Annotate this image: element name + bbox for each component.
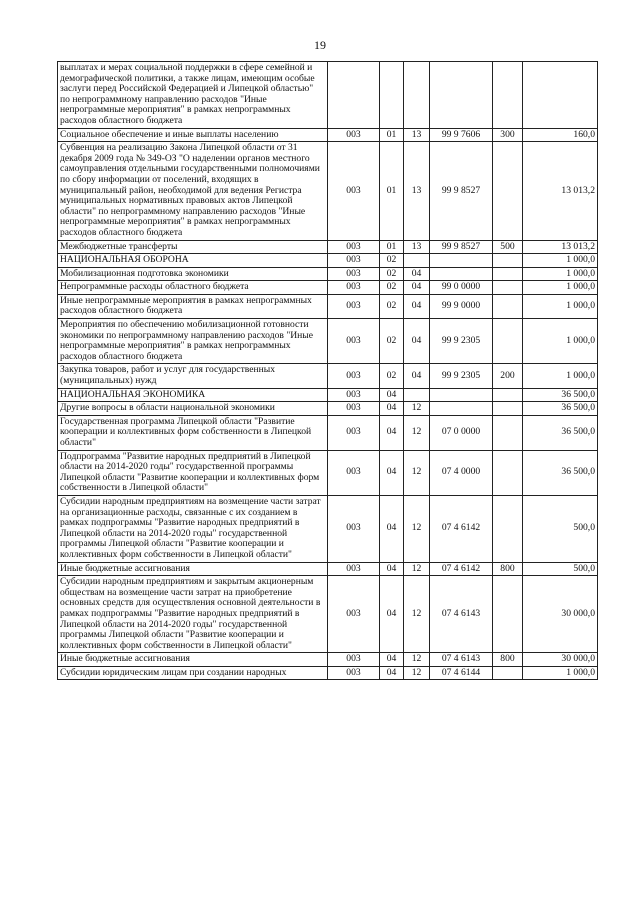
amount: 36 500,0 — [523, 415, 598, 450]
admin-code: 003 — [328, 319, 380, 364]
table-row — [58, 364, 598, 388]
amount: 160,0 — [523, 128, 598, 142]
expense-type-code — [493, 415, 523, 450]
admin-code: 003 — [328, 666, 380, 680]
item-name: Закупка товаров, работ и услуг для государственных (муниципальных) нужд — [58, 364, 328, 388]
expense-type-code — [493, 450, 523, 495]
table-row — [58, 294, 598, 318]
target-code — [430, 62, 493, 129]
target-code — [430, 402, 493, 416]
target-code: 07 4 6142 — [430, 495, 493, 562]
admin-code: 003 — [328, 364, 380, 388]
section-code: 02 — [380, 294, 404, 318]
table-row — [58, 415, 598, 450]
target-code: 07 4 6142 — [430, 562, 493, 576]
section-code: 04 — [380, 415, 404, 450]
amount: 1 000,0 — [523, 364, 598, 388]
expense-type-code — [493, 388, 523, 402]
admin-code: 003 — [328, 142, 380, 240]
subsection-code: 12 — [404, 562, 430, 576]
table-row — [58, 562, 598, 576]
expense-type-code — [493, 294, 523, 318]
section-code: 04 — [380, 562, 404, 576]
amount: 1 000,0 — [523, 666, 598, 680]
admin-code: 003 — [328, 576, 380, 653]
subsection-code — [404, 254, 430, 268]
amount: 1 000,0 — [523, 267, 598, 281]
admin-code: 003 — [328, 415, 380, 450]
subsection-code: 12 — [404, 576, 430, 653]
target-code: 99 9 2305 — [430, 364, 493, 388]
table-row — [58, 450, 598, 495]
item-name: Субсидии юридическим лицам при создании народных — [58, 666, 328, 680]
table-row — [58, 666, 598, 680]
amount: 1 000,0 — [523, 254, 598, 268]
section-code: 04 — [380, 666, 404, 680]
target-code: 99 9 0000 — [430, 294, 493, 318]
section-code: 04 — [380, 653, 404, 667]
item-name: Подпрограмма "Развитие народных предприятий в Липецкой области на 2014-2020 годы" государственной программы Липецкой области "Развитие кооперации и коллективных форм собственности в Липецкой области" — [58, 450, 328, 495]
amount: 36 500,0 — [523, 388, 598, 402]
item-name: Социальное обеспечение и иные выплаты населению — [58, 128, 328, 142]
subsection-code: 13 — [404, 128, 430, 142]
admin-code: 003 — [328, 267, 380, 281]
subsection-code: 12 — [404, 666, 430, 680]
item-name: Субвенция на реализацию Закона Липецкой области от 31 декабря 2009 года № 349-ОЗ "О наделении органов местного самоуправления отдельными государственными полномочиями по сбору информации от поселений, входящих в муниципальный район, необходимой для ведения Регистра муниципальных нормативных правовых актов Липецкой области" по непрограммному направлению расходов "Иные непрограммные мероприятия" в рамках непрограммных расходов областного бюджета — [58, 142, 328, 240]
admin-code: 003 — [328, 388, 380, 402]
subsection-code: 04 — [404, 294, 430, 318]
section-code: 01 — [380, 240, 404, 254]
admin-code — [328, 62, 380, 129]
expense-type-code — [493, 319, 523, 364]
table-row — [58, 240, 598, 254]
amount: 500,0 — [523, 562, 598, 576]
expense-type-code: 800 — [493, 562, 523, 576]
item-name: Иные непрограммные мероприятия в рамках непрограммных расходов областного бюджета — [58, 294, 328, 318]
admin-code: 003 — [328, 495, 380, 562]
section-code: 04 — [380, 388, 404, 402]
section-code: 02 — [380, 254, 404, 268]
item-name: Другие вопросы в области национальной экономики — [58, 402, 328, 416]
admin-code: 003 — [328, 653, 380, 667]
section-code: 04 — [380, 576, 404, 653]
item-name: Иные бюджетные ассигнования — [58, 562, 328, 576]
admin-code: 003 — [328, 294, 380, 318]
section-code: 02 — [380, 364, 404, 388]
page-number: 19 — [314, 38, 326, 52]
target-code — [430, 267, 493, 281]
section-code: 04 — [380, 402, 404, 416]
amount: 1 000,0 — [523, 281, 598, 295]
subsection-code: 13 — [404, 142, 430, 240]
expense-type-code — [493, 254, 523, 268]
subsection-code: 12 — [404, 653, 430, 667]
subsection-code: 04 — [404, 281, 430, 295]
section-code: 04 — [380, 495, 404, 562]
section-code: 02 — [380, 267, 404, 281]
table-row — [58, 576, 598, 653]
budget-table — [57, 61, 598, 680]
expense-type-code: 800 — [493, 653, 523, 667]
amount: 30 000,0 — [523, 576, 598, 653]
admin-code: 003 — [328, 281, 380, 295]
item-name: НАЦИОНАЛЬНАЯ ОБОРОНА — [58, 254, 328, 268]
target-code — [430, 388, 493, 402]
target-code: 07 0 0000 — [430, 415, 493, 450]
subsection-code: 12 — [404, 415, 430, 450]
target-code — [430, 254, 493, 268]
subsection-code: 04 — [404, 319, 430, 364]
amount: 500,0 — [523, 495, 598, 562]
item-name: Субсидии народным предприятиям на возмещение части затрат на организационные расходы, связанные с их созданием в рамках подпрограммы "Развитие народных предприятий в Липецкой области на 2014-2020 годы" государственной программы Липецкой области "Развитие кооперации и коллективных форм собственности в Липецкой области" — [58, 495, 328, 562]
target-code: 07 4 6144 — [430, 666, 493, 680]
table-row — [58, 128, 598, 142]
admin-code: 003 — [328, 562, 380, 576]
target-code: 99 9 7606 — [430, 128, 493, 142]
item-name: Субсидии народным предприятиям и закрытым акционерным обществам на возмещение части затрат на приобретение основных средств для осуществления основной деятельности в рамках подпрограммы "Развитие народных предприятий в Липецкой области на 2014-2020 годы" государственной программы Липецкой области "Развитие кооперации и коллективных форм собственности в Липецкой области" — [58, 576, 328, 653]
subsection-code: 13 — [404, 240, 430, 254]
subsection-code: 12 — [404, 402, 430, 416]
item-name: Мобилизационная подготовка экономики — [58, 267, 328, 281]
expense-type-code: 200 — [493, 364, 523, 388]
subsection-code — [404, 388, 430, 402]
amount: 1 000,0 — [523, 294, 598, 318]
item-name: Непрограммные расходы областного бюджета — [58, 281, 328, 295]
item-name: Государственная программа Липецкой области "Развитие кооперации и коллективных форм собственности в Липецкой области" — [58, 415, 328, 450]
amount: 1 000,0 — [523, 319, 598, 364]
section-code: 01 — [380, 128, 404, 142]
item-name: Межбюджетные трансферты — [58, 240, 328, 254]
amount: 13 013,2 — [523, 240, 598, 254]
expense-type-code — [493, 402, 523, 416]
expense-type-code — [493, 267, 523, 281]
subsection-code — [404, 62, 430, 129]
table-row — [58, 281, 598, 295]
admin-code: 003 — [328, 240, 380, 254]
amount — [523, 62, 598, 129]
subsection-code: 04 — [404, 267, 430, 281]
section-code — [380, 62, 404, 129]
table-row — [58, 267, 598, 281]
expense-type-code — [493, 666, 523, 680]
target-code: 99 9 2305 — [430, 319, 493, 364]
target-code: 07 4 6143 — [430, 653, 493, 667]
amount: 30 000,0 — [523, 653, 598, 667]
table-row — [58, 319, 598, 364]
table-row — [58, 402, 598, 416]
admin-code: 003 — [328, 128, 380, 142]
subsection-code: 12 — [404, 450, 430, 495]
admin-code: 003 — [328, 402, 380, 416]
expense-type-code — [493, 576, 523, 653]
item-name: выплатах и мерах социальной поддержки в сфере семейной и демографической политики, а также лицам, имеющим особые заслуги перед Российской Федерацией и Липецкой областью" по непрограммному направлению расходов "Иные непрограммные мероприятия" в рамках непрограммных расходов областного бюджета — [58, 62, 328, 129]
table-row — [58, 254, 598, 268]
target-code: 07 4 0000 — [430, 450, 493, 495]
target-code: 99 9 8527 — [430, 240, 493, 254]
target-code: 99 0 0000 — [430, 281, 493, 295]
section-code: 01 — [380, 142, 404, 240]
section-code: 04 — [380, 450, 404, 495]
expense-type-code — [493, 495, 523, 562]
amount: 13 013,2 — [523, 142, 598, 240]
expense-type-code — [493, 62, 523, 129]
admin-code: 003 — [328, 254, 380, 268]
expense-type-code: 300 — [493, 128, 523, 142]
subsection-code: 12 — [404, 495, 430, 562]
target-code: 07 4 6143 — [430, 576, 493, 653]
expense-type-code: 500 — [493, 240, 523, 254]
amount: 36 500,0 — [523, 450, 598, 495]
item-name: Иные бюджетные ассигнования — [58, 653, 328, 667]
item-name: Мероприятия по обеспечению мобилизационной готовности экономики по непрограммному направлению расходов "Иные непрограммные мероприятия" в рамках непрограммных расходов областного бюджета — [58, 319, 328, 364]
table-row — [58, 495, 598, 562]
table-row — [58, 62, 598, 129]
expense-type-code — [493, 281, 523, 295]
admin-code: 003 — [328, 450, 380, 495]
table-row — [58, 653, 598, 667]
table-row — [58, 142, 598, 240]
section-code: 02 — [380, 319, 404, 364]
expense-type-code — [493, 142, 523, 240]
amount: 36 500,0 — [523, 402, 598, 416]
table-row — [58, 388, 598, 402]
section-code: 02 — [380, 281, 404, 295]
item-name: НАЦИОНАЛЬНАЯ ЭКОНОМИКА — [58, 388, 328, 402]
subsection-code: 04 — [404, 364, 430, 388]
target-code: 99 9 8527 — [430, 142, 493, 240]
